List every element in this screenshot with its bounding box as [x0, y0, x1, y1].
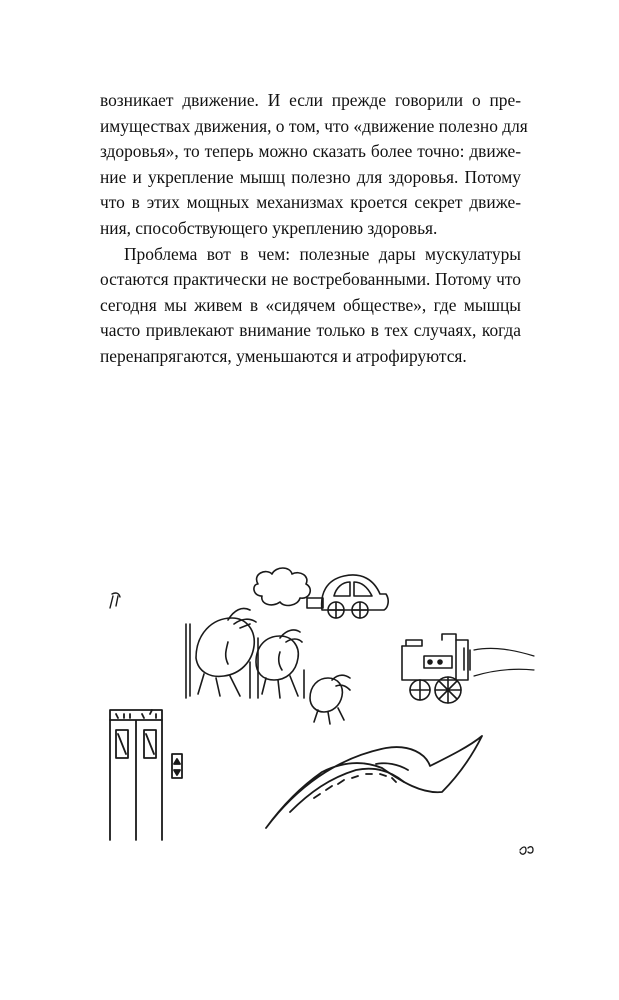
text-line: что в этих мощных механизмах кроется секрет движе- — [100, 192, 521, 213]
signature-mark — [110, 593, 120, 608]
text-line: Проблема вот в чем: полезные дары мускулатуры — [124, 243, 521, 264]
escalator-icon — [266, 736, 482, 828]
text-line: перенапрягаются, уменьшаются и атрофируются. — [100, 345, 467, 366]
text-line: остаются практически не востребованными. Потому что — [100, 269, 521, 290]
text-line: часто привлекают внимание только в тех случаях, когда — [100, 320, 521, 341]
text-line: ние и укрепление мышц полезно для здоровья. Потому — [100, 166, 521, 187]
corner-mark — [520, 847, 533, 854]
text-line: возникает движение. И если прежде говорили о пре- — [100, 90, 521, 110]
body-text — [100, 88, 528, 370]
car-icon — [254, 568, 388, 618]
train-icon — [402, 634, 534, 703]
elevator-icon — [110, 710, 182, 840]
text-line: сегодня мы живем в «сидячем обществе», где мышцы — [100, 294, 521, 315]
text-line: здоровья», то теперь можно сказать более точно: движе- — [100, 141, 521, 162]
sedentary-society-illustration — [100, 558, 540, 858]
text-line: имуществах движения, о том, что «движение полезно для — [100, 115, 528, 136]
sitting-figures — [186, 608, 350, 724]
text-line: ния, способствующего укреплению здоровья. — [100, 217, 438, 238]
